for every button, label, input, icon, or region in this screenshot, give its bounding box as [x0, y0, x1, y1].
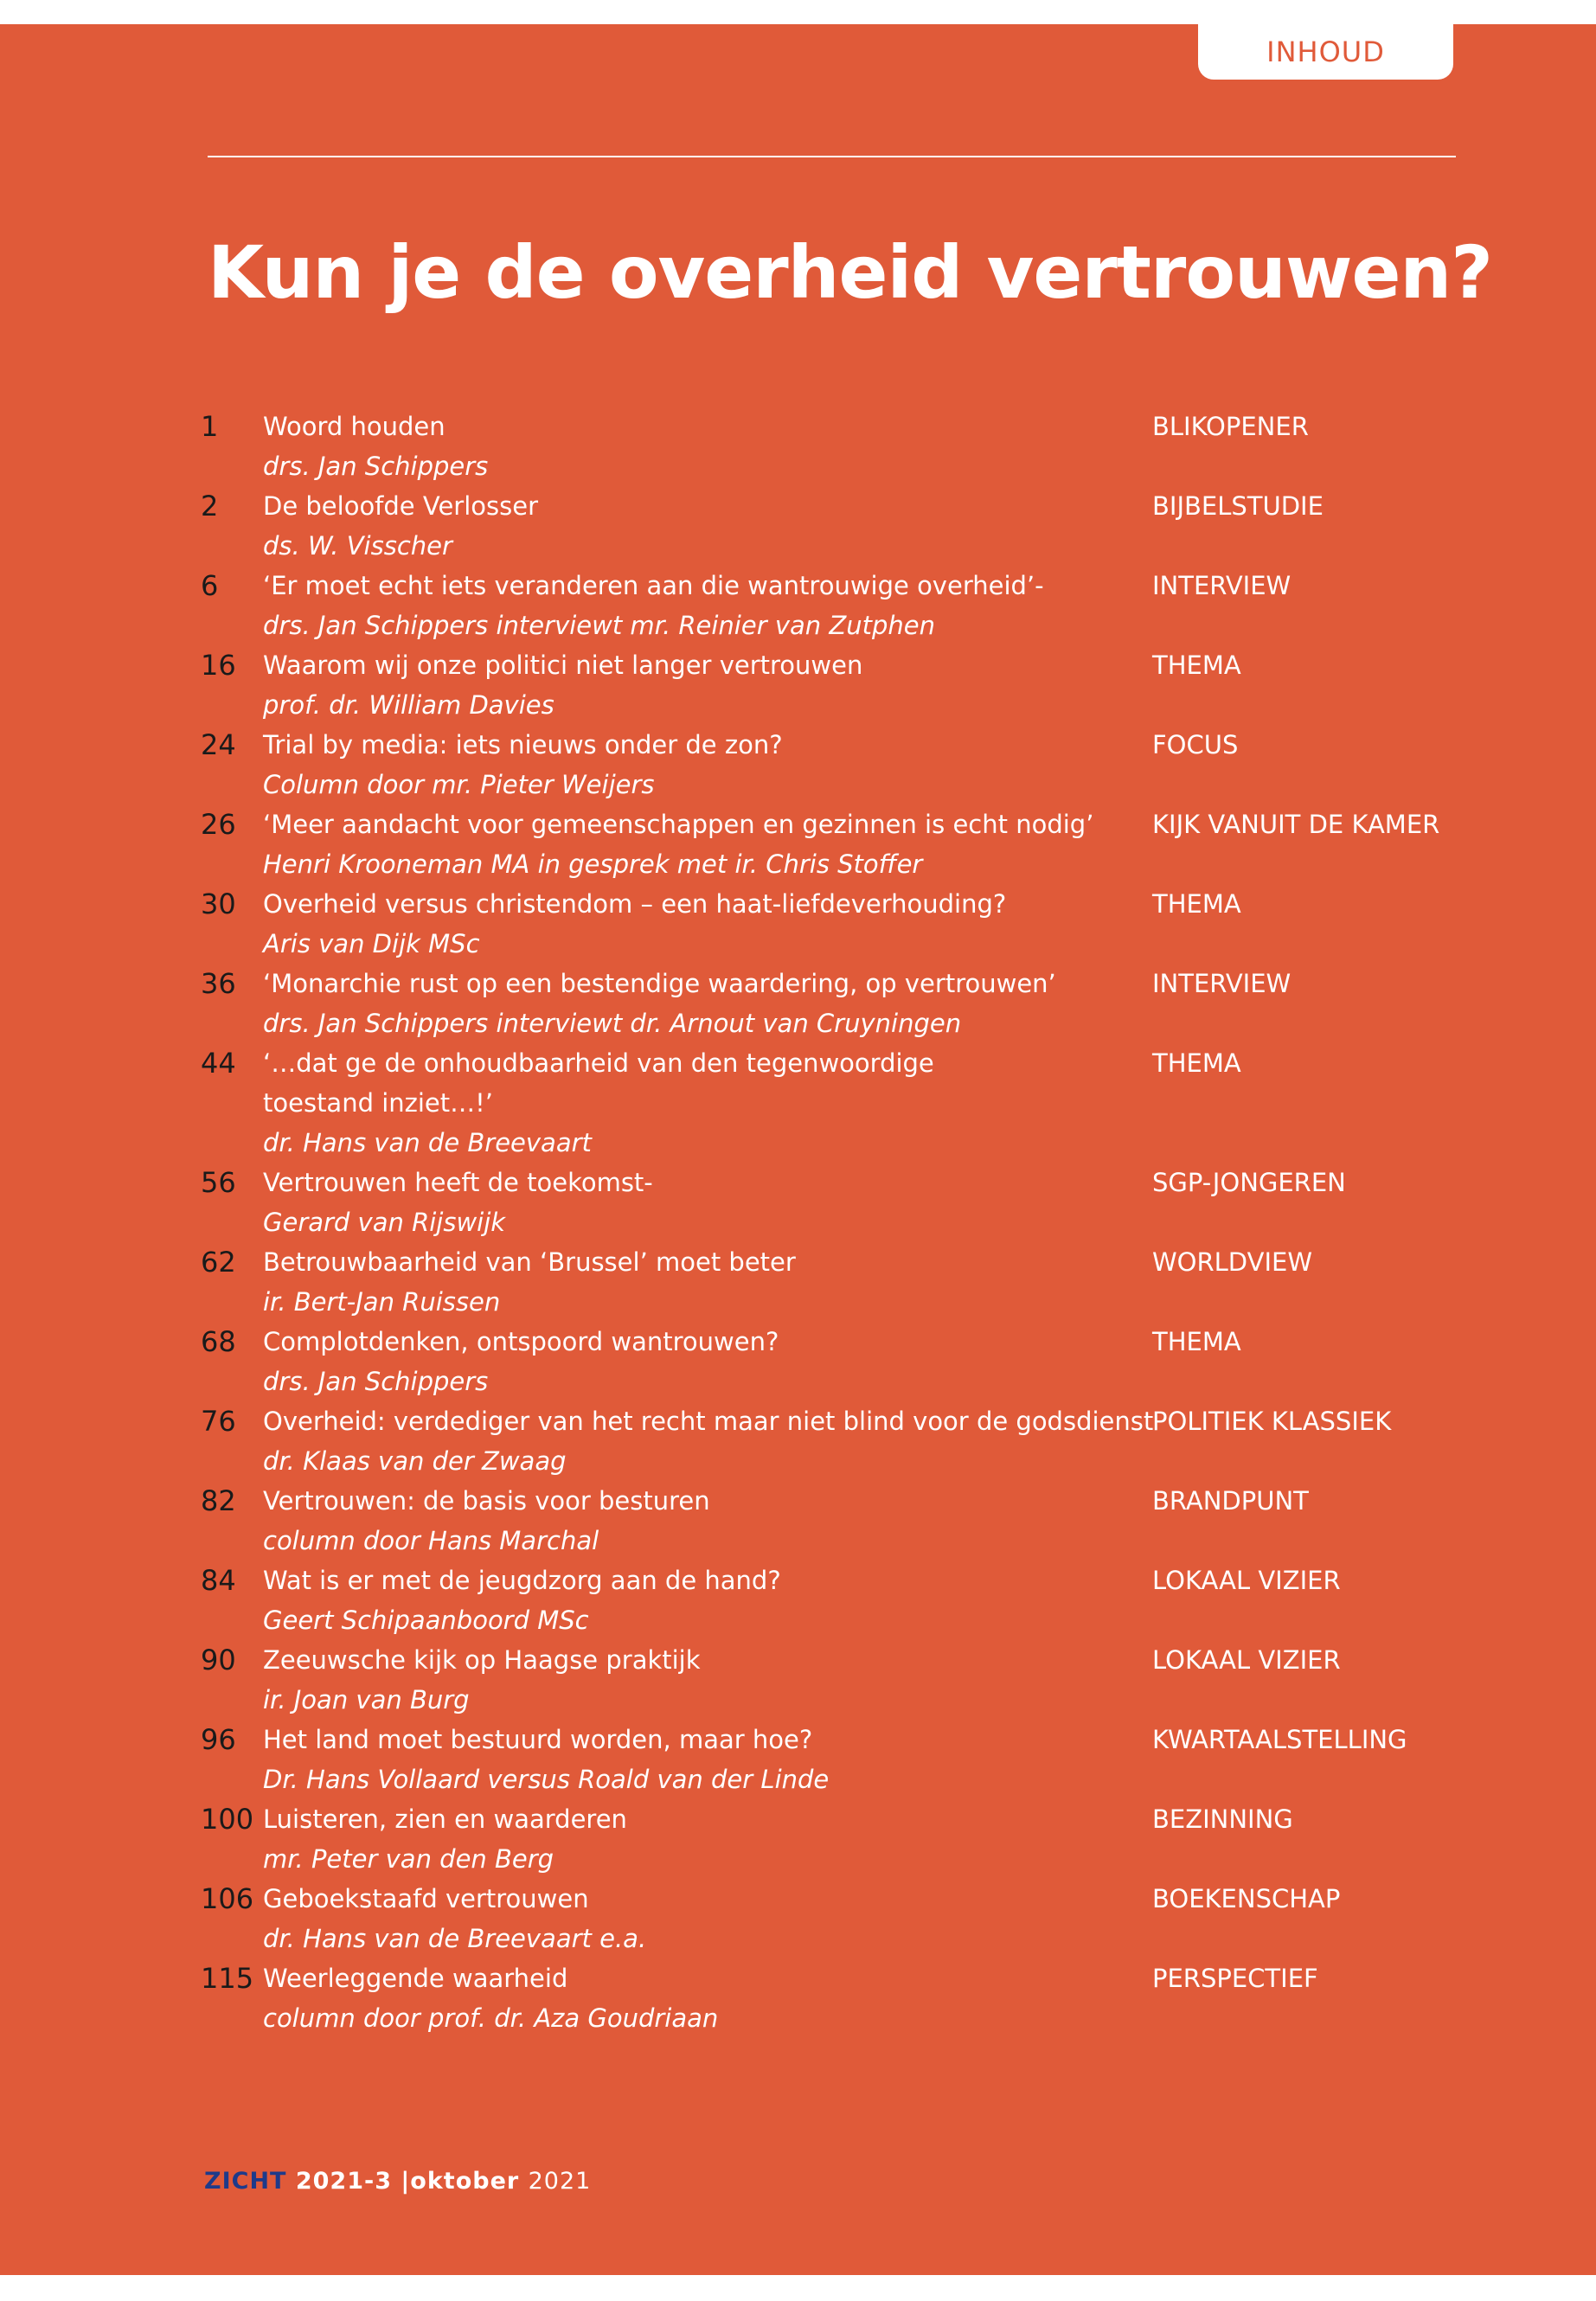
toc-title-line	[201, 804, 1464, 844]
toc-title-line	[201, 1083, 1464, 1123]
toc-category: LOKAAL VIZIER	[1152, 1645, 1341, 1675]
toc-article-title: Overheid versus christendom – een haat-liefdeverhouding?	[263, 889, 1007, 919]
toc-page-number: 1	[201, 410, 219, 443]
toc-author-line	[201, 1441, 1464, 1481]
toc-author-line	[201, 1123, 1464, 1163]
toc-article-title: Complotdenken, ontspoord wantrouwen?	[263, 1327, 779, 1356]
toc-entry[interactable]	[201, 486, 1464, 566]
toc-entry[interactable]	[201, 804, 1464, 884]
toc-article-title: Overheid: verdediger van het recht maar niet blind voor de godsdienst	[263, 1407, 1154, 1436]
page-title: Kun je de overheid vertrouwen?	[208, 230, 1492, 315]
toc-author: Dr. Hans Vollaard versus Roald van der Linde	[263, 1765, 830, 1794]
toc-category: INTERVIEW	[1152, 969, 1292, 998]
toc-article-title: Wat is er met de jeugdzorg aan de hand?	[263, 1566, 781, 1595]
toc-author: Geert Schipaanboord MSc	[263, 1606, 589, 1635]
toc-title-line	[201, 486, 1464, 526]
toc-page-number: 68	[201, 1325, 236, 1358]
toc-category: PERSPECTIEF	[1152, 1964, 1318, 1993]
toc-page-number: 62	[201, 1246, 236, 1279]
toc-author-line	[201, 924, 1464, 964]
toc-title-line	[201, 1720, 1464, 1759]
toc-article-title: Vertrouwen: de basis voor besturen	[263, 1486, 710, 1516]
toc-page-number: 90	[201, 1644, 236, 1676]
toc-title-line	[201, 645, 1464, 685]
toc-page-number: 96	[201, 1723, 236, 1756]
footer-separator: |	[401, 2168, 411, 2195]
toc-title-line	[201, 407, 1464, 446]
toc-title-line	[201, 1799, 1464, 1839]
toc-title-line	[201, 1242, 1464, 1282]
section-tab	[1198, 24, 1453, 80]
toc-page-number: 106	[201, 1882, 254, 1915]
toc-author: ir. Joan van Burg	[263, 1685, 470, 1715]
toc-author-line	[201, 1282, 1464, 1322]
footer-month: oktober	[410, 2168, 520, 2195]
toc-entry[interactable]	[201, 725, 1464, 804]
toc-title-line	[201, 884, 1464, 924]
toc-article-title: Geboekstaafd vertrouwen	[263, 1884, 589, 1913]
toc-article-title: toestand inziet…!’	[263, 1088, 493, 1118]
toc-page-number: 36	[201, 967, 236, 1000]
toc-entry[interactable]	[201, 1242, 1464, 1322]
toc-page-number: 16	[201, 649, 236, 682]
toc-title-line	[201, 1043, 1464, 1083]
divider	[208, 156, 1456, 157]
toc-category: BEZINNING	[1152, 1804, 1293, 1834]
toc-author: ir. Bert-Jan Ruissen	[263, 1287, 501, 1317]
toc-article-title: ‘Monarchie rust op een bestendige waardering, op vertrouwen’	[263, 969, 1056, 998]
toc-page-number: 76	[201, 1405, 236, 1438]
toc-page-number: 30	[201, 888, 236, 920]
toc-category: BLIKOPENER	[1152, 412, 1309, 441]
toc-page	[0, 24, 1596, 2275]
toc-author: ds. W. Visscher	[263, 531, 452, 561]
toc-author: drs. Jan Schippers	[263, 1367, 489, 1396]
toc-article-title: Woord houden	[263, 412, 445, 441]
toc-article-title: Het land moet bestuurd worden, maar hoe?	[263, 1725, 813, 1754]
toc-title-line	[201, 1640, 1464, 1680]
toc-page-number: 26	[201, 808, 236, 841]
toc-author: Aris van Dijk MSc	[263, 929, 480, 958]
toc-title-line	[201, 1958, 1464, 1998]
toc-category: BIJBELSTUDIE	[1152, 491, 1324, 521]
toc-title-line	[201, 1561, 1464, 1600]
toc-entry[interactable]	[201, 1958, 1464, 2038]
toc-author-line	[201, 1362, 1464, 1401]
toc-author: dr. Hans van de Breevaart e.a.	[263, 1924, 647, 1953]
toc-author-line	[201, 446, 1464, 486]
toc-entry[interactable]	[201, 1401, 1464, 1481]
toc-entry[interactable]	[201, 1322, 1464, 1401]
toc-article-title: Vertrouwen heeft de toekomst-	[263, 1168, 653, 1197]
toc-entry[interactable]	[201, 645, 1464, 725]
toc-author-line	[201, 844, 1464, 884]
toc-article-title: Waarom wij onze politici niet langer vertrouwen	[263, 651, 863, 680]
toc-category: INTERVIEW	[1152, 571, 1292, 600]
toc-author: Gerard van Rijswijk	[263, 1208, 506, 1237]
toc-page-number: 24	[201, 728, 236, 761]
toc-entry[interactable]	[201, 1799, 1464, 1879]
toc-category: BRANDPUNT	[1152, 1486, 1309, 1516]
footer-issue: 2021-3	[295, 2168, 392, 2195]
toc-title-line	[201, 1163, 1464, 1202]
toc-title-line	[201, 964, 1464, 1003]
toc-page-number: 84	[201, 1564, 236, 1597]
footer-year: 2021	[528, 2168, 592, 2195]
toc-author-line	[201, 1759, 1464, 1799]
toc-author: drs. Jan Schippers interviewt dr. Arnout van Cruyningen	[263, 1009, 962, 1038]
toc-entry[interactable]	[201, 1561, 1464, 1640]
toc-category: THEMA	[1152, 1327, 1241, 1356]
toc-category: THEMA	[1152, 1048, 1241, 1078]
toc-entry[interactable]	[201, 1640, 1464, 1720]
toc-entry[interactable]	[201, 884, 1464, 964]
toc-category: THEMA	[1152, 651, 1241, 680]
toc-article-title: Zeeuwsche kijk op Haagse praktijk	[263, 1645, 701, 1675]
toc-author: dr. Klaas van der Zwaag	[263, 1446, 567, 1476]
toc-entry[interactable]	[201, 964, 1464, 1043]
toc-entry[interactable]	[201, 566, 1464, 645]
toc-category: KIJK VANUIT DE KAMER	[1152, 810, 1440, 839]
toc-page-number: 2	[201, 490, 219, 522]
toc-author: Henri Krooneman MA in gesprek met ir. Chris Stoffer	[263, 849, 923, 879]
toc-author-line	[201, 1202, 1464, 1242]
toc-title-line	[201, 725, 1464, 765]
footer-brand: ZICHT	[204, 2168, 287, 2195]
toc-article-title: Trial by media: iets nieuws onder de zon?	[263, 730, 783, 760]
toc-article-title: De beloofde Verlosser	[263, 491, 538, 521]
toc-author-line	[201, 606, 1464, 645]
toc-article-title: ‘Meer aandacht voor gemeenschappen en gezinnen is echt nodig’	[263, 810, 1094, 839]
toc-category: THEMA	[1152, 889, 1241, 919]
toc-author-line	[201, 1839, 1464, 1879]
toc-author-line	[201, 526, 1464, 566]
toc-category: LOKAAL VIZIER	[1152, 1566, 1341, 1595]
toc-author: mr. Peter van den Berg	[263, 1844, 554, 1874]
toc-author-line	[201, 1680, 1464, 1720]
toc-author-line	[201, 685, 1464, 725]
toc-category: FOCUS	[1152, 730, 1239, 760]
toc-author: drs. Jan Schippers interviewt mr. Reinier van Zutphen	[263, 611, 936, 640]
toc-category: BOEKENSCHAP	[1152, 1884, 1341, 1913]
toc-page-number: 6	[201, 569, 219, 602]
toc-article-title: Betrouwbaarheid van ‘Brussel’ moet beter	[263, 1247, 796, 1277]
toc-author-line	[201, 765, 1464, 804]
toc-page-number: 82	[201, 1484, 236, 1517]
toc-article-title: Luisteren, zien en waarderen	[263, 1804, 627, 1834]
table-of-contents	[201, 407, 1464, 2038]
toc-title-line	[201, 1401, 1464, 1441]
toc-author: column door Hans Marchal	[263, 1526, 599, 1555]
toc-author: drs. Jan Schippers	[263, 452, 489, 481]
toc-article-title: Weerleggende waarheid	[263, 1964, 568, 1993]
toc-author-line	[201, 1521, 1464, 1561]
toc-author-line	[201, 1998, 1464, 2038]
toc-page-number: 56	[201, 1166, 236, 1199]
toc-entry[interactable]	[201, 407, 1464, 486]
toc-page-number: 100	[201, 1803, 254, 1836]
toc-article-title: ‘Er moet echt iets veranderen aan die wantrouwige overheid’-	[263, 571, 1044, 600]
toc-author-line	[201, 1919, 1464, 1958]
toc-entry[interactable]	[201, 1481, 1464, 1561]
toc-category: SGP-JONGEREN	[1152, 1168, 1346, 1197]
toc-entry[interactable]	[201, 1043, 1464, 1163]
toc-author-line	[201, 1003, 1464, 1043]
toc-author: prof. dr. William Davies	[263, 690, 554, 720]
toc-title-line	[201, 1481, 1464, 1521]
toc-article-title: ‘…dat ge de onhoudbaarheid van den tegenwoordige	[263, 1048, 934, 1078]
toc-title-line	[201, 1879, 1464, 1919]
toc-entry[interactable]	[201, 1720, 1464, 1799]
toc-title-line	[201, 1322, 1464, 1362]
toc-author: dr. Hans van de Breevaart	[263, 1128, 592, 1157]
toc-author: column door prof. dr. Aza Goudriaan	[263, 2003, 719, 2033]
toc-category: POLITIEK KLASSIEK	[1152, 1407, 1392, 1436]
toc-title-line	[201, 566, 1464, 606]
toc-page-number: 115	[201, 1962, 254, 1995]
toc-entry[interactable]	[201, 1163, 1464, 1242]
section-tab-label: INHOUD	[1266, 35, 1385, 68]
toc-entry[interactable]	[201, 1879, 1464, 1958]
toc-category: KWARTAALSTELLING	[1152, 1725, 1407, 1754]
toc-author: Column door mr. Pieter Weijers	[263, 770, 655, 799]
toc-category: WORLDVIEW	[1152, 1247, 1313, 1277]
footer	[204, 2168, 591, 2195]
toc-author-line	[201, 1600, 1464, 1640]
toc-page-number: 44	[201, 1047, 236, 1080]
